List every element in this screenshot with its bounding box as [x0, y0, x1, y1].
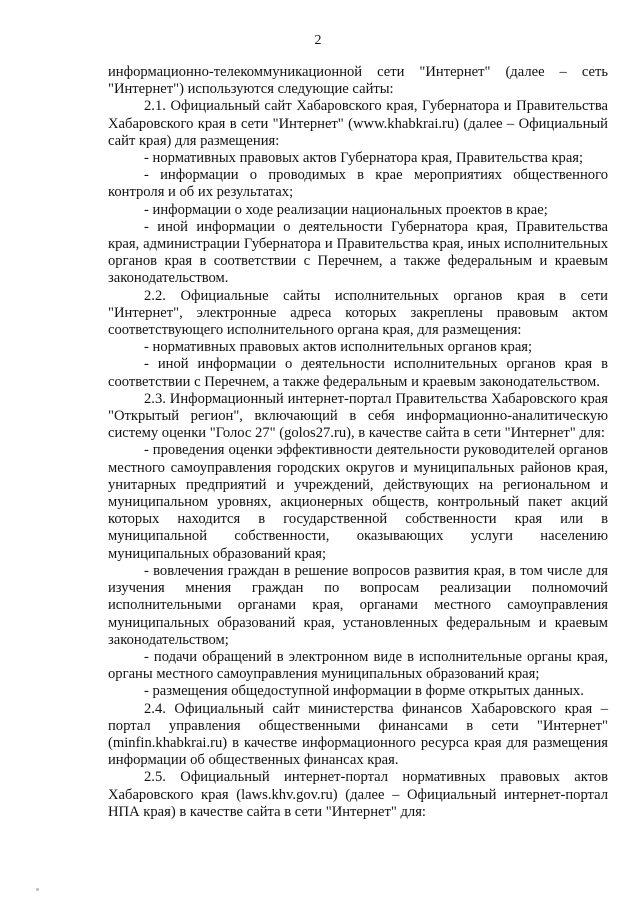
- list-item: - нормативных правовых актов исполнительных органов края;: [144, 339, 533, 356]
- scan-artifact: [36, 888, 39, 891]
- paragraph-2-1: 2.1. Официальный сайт Хабаровского края, Губернатора и Правительства Хабаровского края в сети "Интернет" (www.khabkrai.ru) (далее – Официальный сайт края) для размещения:: [108, 98, 608, 149]
- list-item: - нормативных правовых актов Губернатора края, Правительства края;: [144, 150, 584, 167]
- paragraph-2-2: 2.2. Официальные сайты исполнительных органов края в сети "Интернет", электронные адреса которых закреплены правовым актом соответствующего исполнительного органа края, для размещения:: [108, 287, 608, 339]
- list-item: - подачи обращений в электронном виде в исполнительные органы края, органы местного самоуправления муниципальных образований края;: [108, 648, 608, 683]
- list-item: - вовлечения граждан в решение вопросов развития края, в том числе для изучения мнения граждан по вопросам реализации полномочий исполнительными органами края, органами местного самоуправления муниципальных образований края, установленных федеральным и краевым законодательством;: [108, 562, 608, 648]
- paragraph: информационно-телекоммуникационной сети "Интернет" (далее – сеть "Интернет") используются следующие сайты:: [108, 64, 608, 98]
- list-item: - размещения общедоступной информации в форме открытых данных.: [144, 683, 584, 700]
- paragraph-2-4: 2.4. Официальный сайт министерства финансов Хабаровского края – портал управления общественными финансами в сети "Интернет" (minfin.khabkrai.ru) в качестве информационного ресурса края для размещения информации об общественных финансах края.: [108, 700, 608, 769]
- paragraph-2-3: 2.3. Информационный интернет-портал Правительства Хабаровского края "Открытый регион", включающий в себя информационно-аналитическую систему оценки "Голос 27" (golos27.ru), в качестве сайта в сети "Интернет" для:: [108, 390, 608, 442]
- page-number: 2: [314, 33, 322, 48]
- document-body: [108, 64, 608, 821]
- list-item: - проведения оценки эффективности деятельности руководителей органов местного самоуправления городских округов и муниципальных районов края, унитарных предприятий и учреждений, действующих на региональном и муниципальном уровнях, акционерных обществ, контрольный пакет акций которых находится в государственной собственности края или в муниципальной собственности, оказывающих услуги населению муниципальных образований края;: [108, 442, 608, 562]
- list-item: - иной информации о деятельности Губернатора края, Правительства края, администрации Губернатора и Правительства края, иных исполнительных органов края в соответствии с Перечнем, а также федеральным и краевым законодательством.: [108, 218, 608, 287]
- list-item: - информации о проводимых в крае мероприятиях общественного контроля и об их результатах;: [108, 167, 608, 201]
- list-item: - иной информации о деятельности исполнительных органов края в соответствии с Перечнем, а также федеральным и краевым законодательством.: [108, 356, 608, 390]
- paragraph-2-5: 2.5. Официальный интернет-портал нормативных правовых актов Хабаровского края (laws.khv.gov.ru) (далее – Официальный интернет-портал НПА края) в качестве сайта в сети "Интернет" для:: [108, 769, 608, 820]
- list-item: - информации о ходе реализации национальных проектов в крае;: [144, 201, 548, 218]
